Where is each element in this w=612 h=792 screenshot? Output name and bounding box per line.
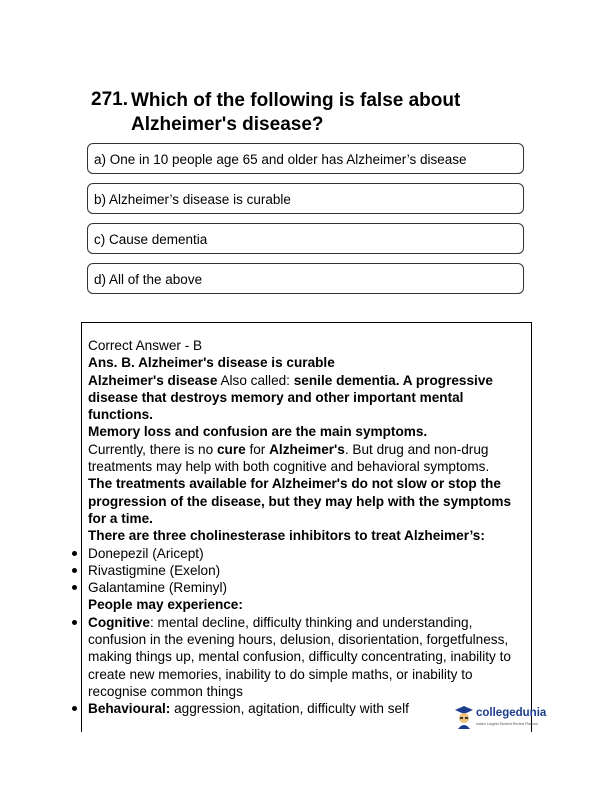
option-b[interactable]: b) Alzheimer’s disease is curable bbox=[87, 183, 524, 214]
treatment-info: The treatments available for Alzheimer's do not slow or stop the progression of the disease, but they may help with the symptoms for a time. bbox=[88, 476, 511, 526]
bullet-icon bbox=[72, 706, 77, 711]
logo-name: collegedunia bbox=[476, 707, 547, 719]
option-d[interactable]: d) All of the above bbox=[87, 263, 524, 294]
answer-line: Ans. B. Alzheimer's disease is curable bbox=[88, 355, 335, 371]
correct-answer: Correct Answer - B bbox=[88, 338, 203, 353]
bullet-icon bbox=[72, 620, 77, 625]
option-a[interactable]: a) One in 10 people age 65 and older has Alzheimer’s disease bbox=[87, 143, 524, 174]
bullet-icon bbox=[72, 568, 77, 573]
drug-item: Rivastigmine (Exelon) bbox=[88, 562, 532, 579]
inhibitors-heading: There are three cholinesterase inhibitors to treat Alzheimer’s: bbox=[88, 528, 485, 544]
behavioural-item: Behavioural: aggression, agitation, difficulty with self bbox=[88, 700, 532, 717]
logo-tagline: India's Largest Student Review Platform bbox=[476, 722, 539, 726]
experience-heading: People may experience: bbox=[88, 597, 243, 613]
collegedunia-logo bbox=[452, 703, 572, 733]
cure-info: Currently, there is no cure for Alzheimer's. But drug and non-drug treatments may help with both cognitive and behavioral symptoms. bbox=[88, 441, 490, 475]
main-symptoms: Memory loss and confusion are the main symptoms. bbox=[88, 424, 428, 440]
bullet-icon bbox=[72, 551, 77, 556]
drug-item: Donepezil (Aricept) bbox=[88, 545, 532, 562]
drug-item: Galantamine (Reminyl) bbox=[88, 579, 532, 596]
cognitive-item: Cognitive: mental decline, difficulty thinking and understanding, confusion in the evening hours, delusion, disorientation, forgetfulness, making things up, mental confusion, difficulty concentrating, inability to create new memories, inability to do simple maths, or inability to recognise common things bbox=[88, 614, 532, 700]
bullet-icon bbox=[72, 585, 77, 590]
definition: Alzheimer's disease Also called: senile dementia. A progressive disease that destroys memory and other important mental functions. bbox=[88, 372, 493, 423]
answer-content bbox=[88, 337, 532, 718]
question-number: 271. bbox=[91, 89, 128, 110]
option-c[interactable]: c) Cause dementia bbox=[87, 223, 524, 254]
question-text: Which of the following is false about Alzheimer's disease? bbox=[131, 90, 461, 135]
graduate-icon bbox=[454, 705, 474, 729]
